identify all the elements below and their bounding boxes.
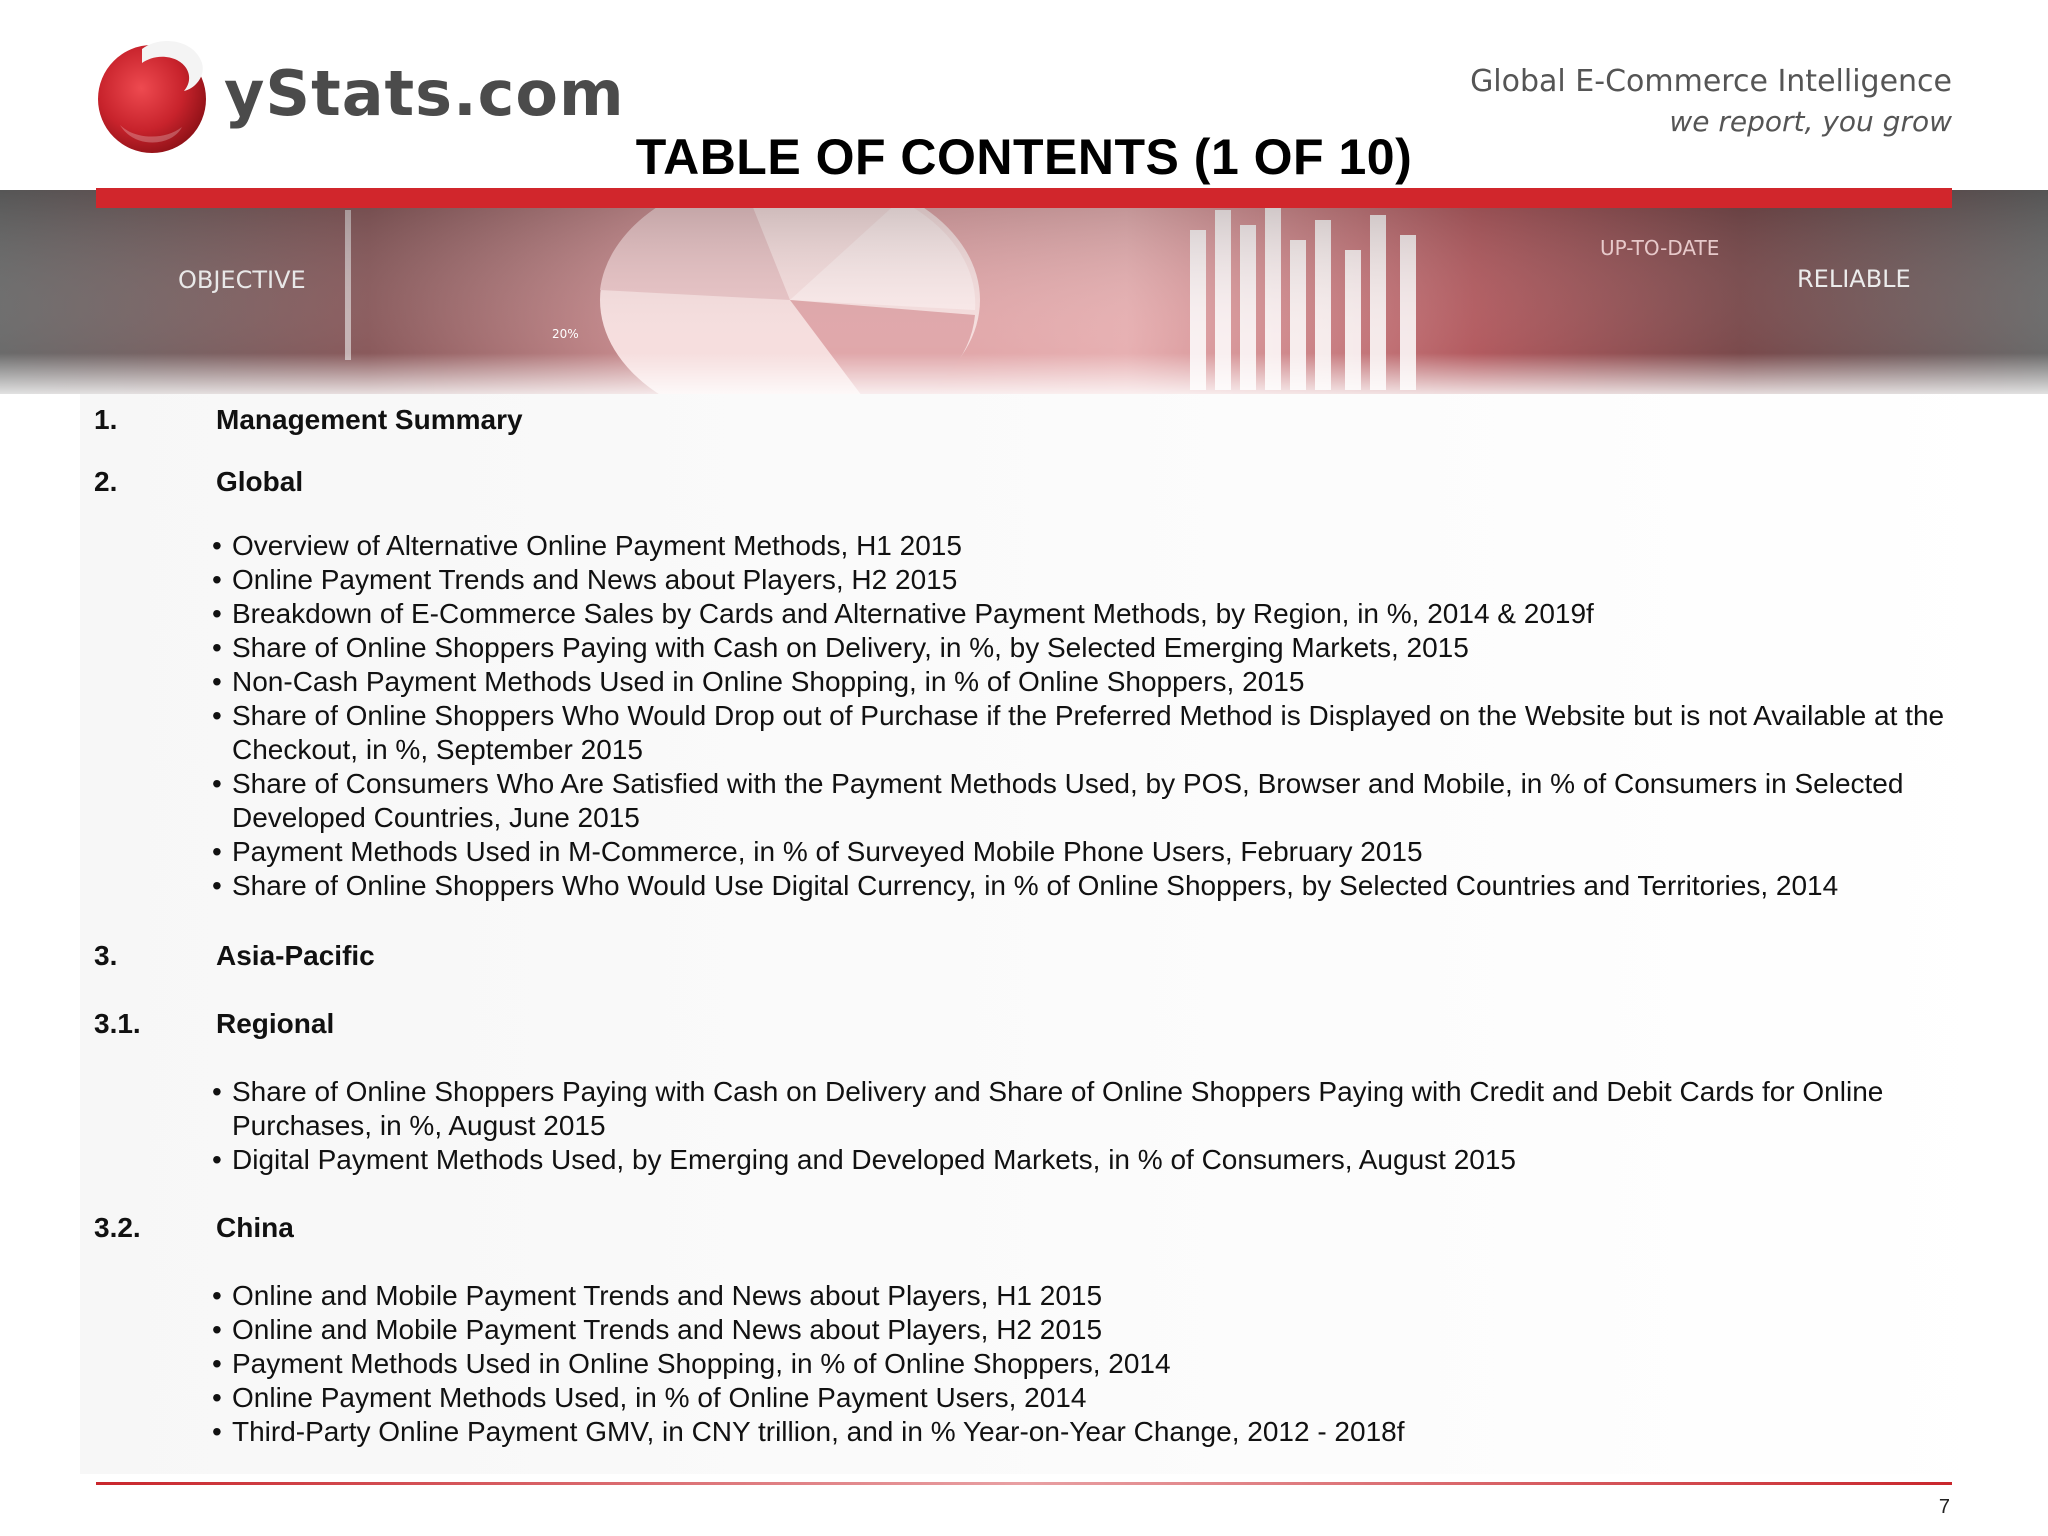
toc-item: • Payment Methods Used in Online Shopping, in % of Online Shoppers, 2014: [212, 1347, 2012, 1381]
toc-content: [80, 394, 2020, 1474]
toc-item: • Share of Online Shoppers Who Would Drop out of Purchase if the Preferred Method is Displayed on the Website but is not Available at the Checkout, in %, September 2015: [212, 699, 2012, 767]
toc-item: • Overview of Alternative Online Payment Methods, H1 2015: [212, 529, 2012, 563]
section-title: Global: [216, 466, 304, 497]
toc-item: • Online Payment Trends and News about Players, H2 2015: [212, 563, 2012, 597]
toc-section-1: [94, 404, 523, 436]
toc-item: • Third-Party Online Payment GMV, in CNY trillion, and in % Year-on-Year Change, 2012 - 2018f: [212, 1415, 2012, 1449]
toc-section-3-1-items: [212, 1075, 2012, 1177]
section-title: Regional: [216, 1008, 335, 1039]
toc-item: • Share of Online Shoppers Paying with Cash on Delivery, in %, by Selected Emerging Markets, 2015: [212, 631, 2012, 665]
page-title: TABLE OF CONTENTS (1 OF 10): [635, 129, 1413, 185]
section-title: Management Summary: [216, 404, 523, 435]
toc-section-3-2: [94, 1212, 294, 1244]
banner-word-objective: OBJECTIVE: [178, 266, 306, 294]
toc-section-3-2-items: [212, 1279, 2012, 1449]
toc-item: • Share of Online Shoppers Paying with Cash on Delivery and Share of Online Shoppers Paying with Credit and Debit Cards for Online Purchases, in %, August 2015: [212, 1075, 2012, 1143]
section-number: 2.: [94, 466, 118, 497]
section-number: 1.: [94, 404, 118, 435]
toc-item: • Non-Cash Payment Methods Used in Online Shopping, in % of Online Shoppers, 2015: [212, 665, 2012, 699]
section-title: Asia-Pacific: [216, 940, 375, 971]
toc-item: • Online Payment Methods Used, in % of Online Payment Users, 2014: [212, 1381, 2012, 1415]
page-header: [0, 0, 2048, 190]
tagline: [1470, 64, 1952, 138]
section-number: 3.2.: [94, 1212, 141, 1243]
page-number: 7: [1938, 1496, 1950, 1518]
header-banner: [0, 190, 2048, 394]
section-title: China: [216, 1212, 294, 1243]
toc-item: • Online and Mobile Payment Trends and News about Players, H1 2015: [212, 1279, 2012, 1313]
toc-item: • Breakdown of E-Commerce Sales by Cards and Alternative Payment Methods, by Region, in %, 2014 & 2019f: [212, 597, 2012, 631]
logo-text: yStats.com: [224, 56, 625, 130]
toc-item: • Digital Payment Methods Used, by Emerging and Developed Markets, in % of Consumers, August 2015: [212, 1143, 2012, 1177]
toc-item: • Payment Methods Used in M-Commerce, in % of Surveyed Mobile Phone Users, February 2015: [212, 835, 2012, 869]
tagline-main: Global E-Commerce Intelligence: [1470, 64, 1952, 99]
section-number: 3.: [94, 940, 118, 971]
toc-section-2: [94, 466, 303, 498]
tagline-sub: we report, you grow: [1669, 105, 1952, 138]
banner-word-uptodate: UP-TO-DATE: [1600, 236, 1720, 260]
section-number: 3.1.: [94, 1008, 141, 1039]
toc-section-3: [94, 940, 375, 972]
footer-divider: [96, 1482, 1952, 1485]
banner-pie-label: 20%: [552, 327, 579, 341]
toc-item: • Share of Online Shoppers Who Would Use Digital Currency, in % of Online Shoppers, by Selected Countries and Territories, 2014: [212, 869, 2012, 903]
toc-item: • Share of Consumers Who Are Satisfied with the Payment Methods Used, by POS, Browser and Mobile, in % of Consumers in Selected Developed Countries, June 2015: [212, 767, 2012, 835]
toc-section-2-items: [212, 529, 2012, 903]
toc-item: • Online and Mobile Payment Trends and News about Players, H2 2015: [212, 1313, 2012, 1347]
banner-word-reliable: RELIABLE: [1797, 265, 1911, 293]
toc-section-3-1: [94, 1008, 334, 1040]
header-red-bar: [96, 188, 1952, 208]
